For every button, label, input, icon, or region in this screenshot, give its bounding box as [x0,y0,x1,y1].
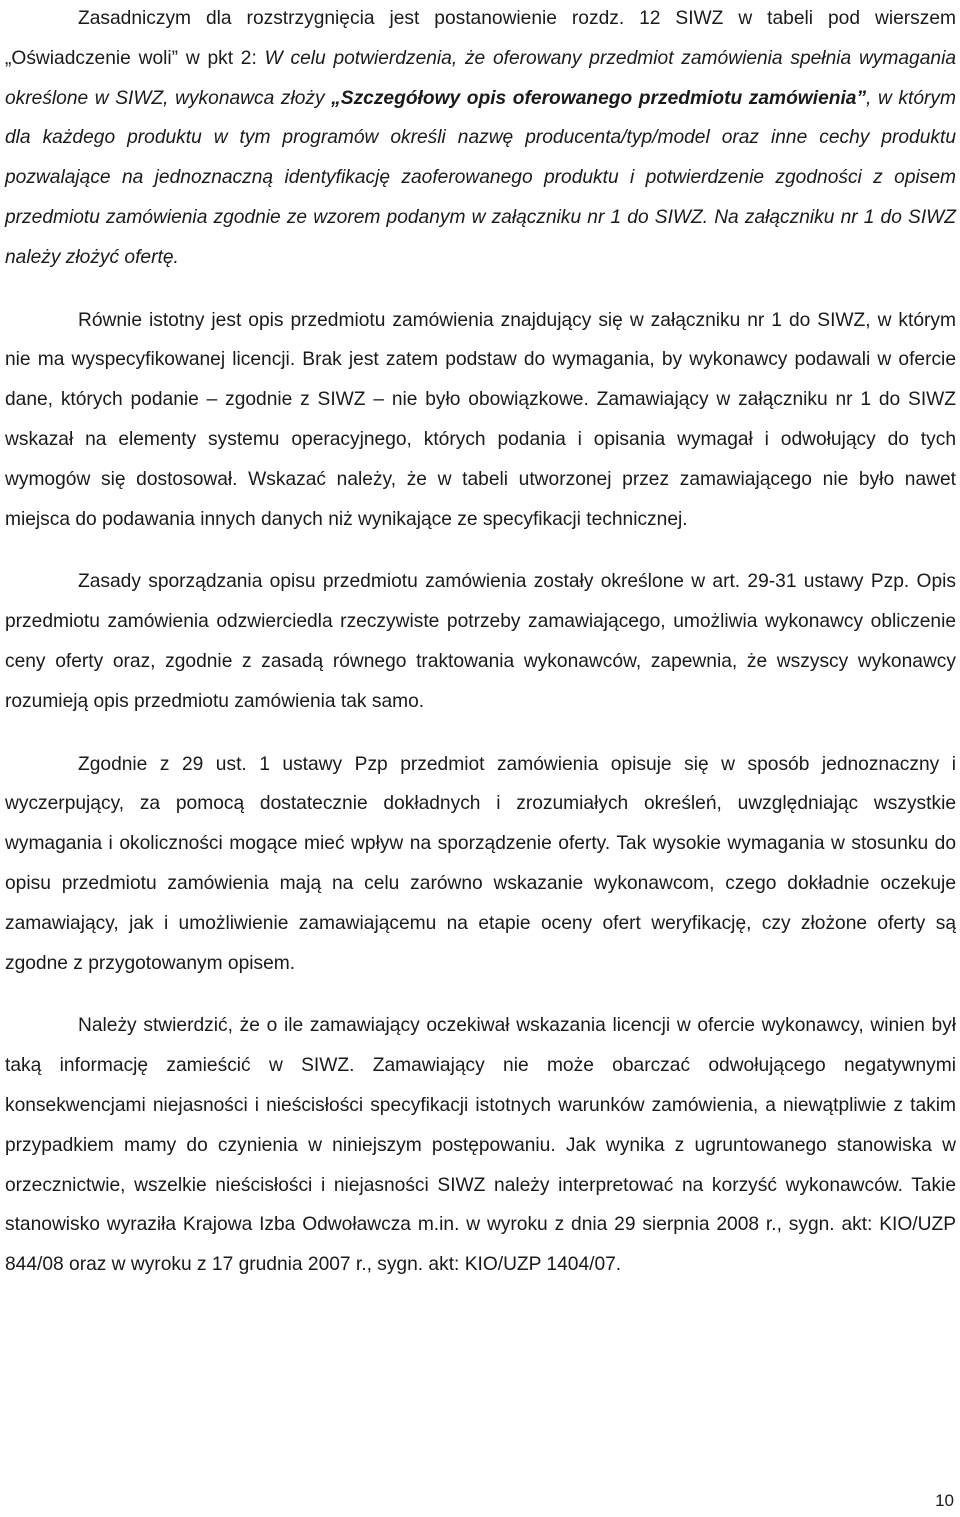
paragraph-1-text: Zasadniczym dla rozstrzygnięcia jest postanowienie rozdz. 12 SIWZ w tabeli pod wierszem „Oświadczenie woli” w pkt 2: [5,8,956,69]
paragraph-spacer [5,722,956,745]
paragraph-1-quote: W celu potwierdzenia, że oferowany przedmiot zamówienia spełnia wymagania określone w SIWZ, wykonawca złoży [5,47,957,109]
paragraph-5: Należy stwierdzić, że o ile zamawiający oczekiwał wskazania licencji w ofercie wykonawcy, winien był taką informację zamieścić w SIWZ. Zamawiający nie może obarczać odwołującego negatywnymi konsekwencjami niejasności i nieścisłości specyfikacji istotnych warunków zamówienia, a niewątpliwie z takim przypadkiem mamy do czynienia w niniejszym postępowaniu. Jak wynika z ugruntowanego stanowiska w orzecznictwie, wszelkie nieścisłości i niejasności SIWZ należy interpretować na korzyść wykonawców. Takie stanowisko wyraziła Krajowa Izba Odwoławcza m.in. w wyroku z dnia 29 sierpnia 2008 r., sygn. akt: KIO/UZP 844/08 oraz w wyroku z 17 grudnia 2007 r., sygn. akt: KIO/UZP 1404/07. [5,1015,956,1276]
paragraph-1-bold-title: „Szczegółowy opis oferowanego przedmiotu zamówienia” [331,87,867,109]
paragraph-4: Zgodnie z 29 ust. 1 ustawy Pzp przedmiot zamówienia opisuje się w sposób jednoznaczny i wyczerpujący, za pomocą dostatecznie dokładnych i zrozumiałych określeń, uwzględniając wszystkie wymagania i okoliczności mogące mieć wpływ na sporządzenie oferty. Tak wysokie wymagania w stosunku do opisu przedmiotu zamówienia mają na celu zarówno wskazanie wykonawcom, czego dokładnie oczekuje zamawiający, jak i umożliwienie zamawiającemu na etapie oceny ofert weryfikację, czy złożone oferty są zgodne z przygotowanym opisem. [5,753,956,974]
page-number: 10 [935,1491,954,1510]
paragraph-spacer [5,278,956,301]
paragraph-2: Równie istotny jest opis przedmiotu zamówienia znajdujący się w załączniku nr 1 do SIWZ, w którym nie ma wyspecyfikowanej licencji. Brak jest zatem podstaw do wymagania, by wykonawcy podawali w ofercie dane, których podanie – zgodnie z SIWZ – nie było obowiązkowe. Zamawiający w załączniku nr 1 do SIWZ wskazał na elementy systemu operacyjnego, których podania i opisania wymagał i odwołujący do tych wymogów się dostosował. Wskazać należy, że w tabeli utworzonej przez zamawiającego nie było nawet miejsca do podawania innych danych niż wynikające ze specyfikacji technicznej. [5,309,956,530]
paragraph-1 [5,0,956,278]
paragraph-spacer [5,539,956,562]
paragraph-3: Zasady sporządzania opisu przedmiotu zamówienia zostały określone w art. 29-31 ustawy Pzp. Opis przedmiotu zamówienia odzwierciedla rzeczywiste potrzeby zamawiającego, umożliwia wykonawcy obliczenie ceny oferty oraz, zgodnie z zasadą równego traktowania wykonawców, zapewnia, że wszyscy wykonawcy rozumieją opis przedmiotu zamówienia tak samo. [5,571,956,712]
paragraph-1-quote-continued: , w którym dla każdego produktu w tym programów określi nazwę producenta/typ/model oraz inne cechy produktu pozwalające na jednoznaczną identyfikację zaoferowanego produktu i potwierdzenie zgodności z opisem przedmiotu zamówienia zgodnie ze wzorem podanym w załączniku nr 1 do SIWZ. Na załączniku nr 1 do SIWZ należy złożyć ofertę. [5,87,956,268]
document-page [5,0,956,1285]
paragraph-spacer [5,983,956,1006]
